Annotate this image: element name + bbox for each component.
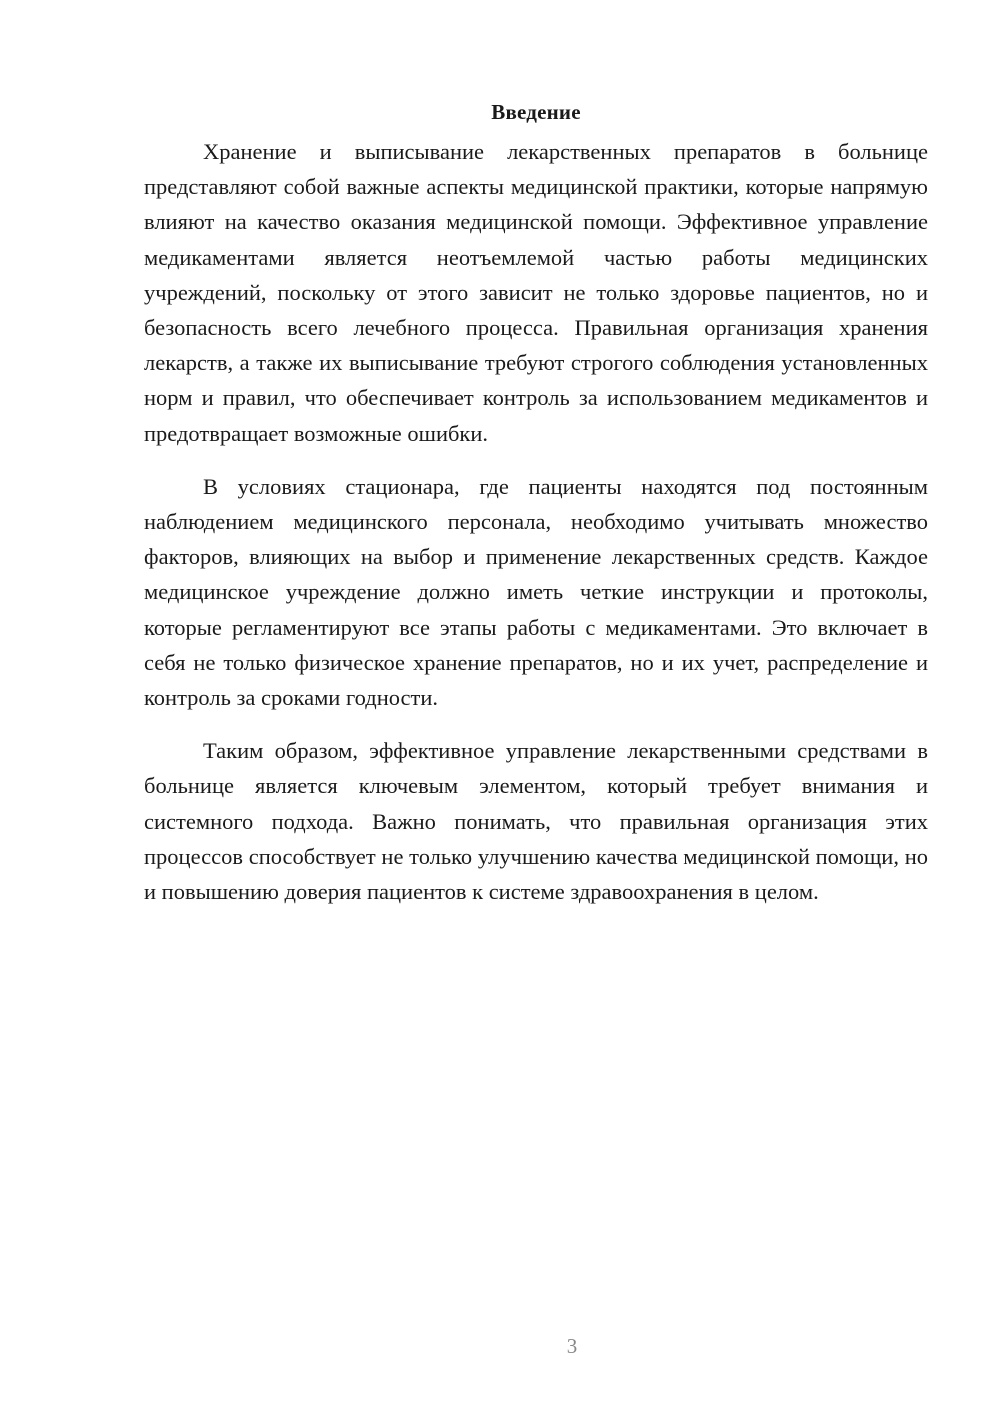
paragraph-3: Таким образом, эффективное управление лекарственными средствами в больнице является ключевым элементом, который требует внимания и системного подхода. Важно понимать, что правильная организация этих процессов способствует не только улучшению качества медицинской помощи, но и повышению доверия пациентов к системе здравоохранения в целом. <box>144 738 928 905</box>
page-content <box>144 96 928 927</box>
section-heading: Введение <box>491 100 581 124</box>
page-number: 3 <box>566 1334 578 1358</box>
paragraph-1: Хранение и выписывание лекарственных препаратов в больнице представляют собой важные аспекты медицинской практики, которые напрямую влияют на качество оказания медицинской помощи. Эффективное управление медикаментами является неотъемлемой частью работы медицинских учреждений, поскольку от этого зависит не только здоровье пациентов, но и безопасность всего лечебного процесса. Правильная организация хранения лекарств, а также их выписывание требуют строгого соблюдения установленных норм и правил, что обеспечивает контроль за использованием медикаментов и предотвращает возможные ошибки. <box>144 139 928 446</box>
paragraph-2: В условиях стационара, где пациенты находятся под постоянным наблюдением медицинского персонала, необходимо учитывать множество факторов, влияющих на выбор и применение лекарственных средств. Каждое медицинское учреждение должно иметь четкие инструкции и протоколы, которые регламентируют все этапы работы с медикаментами. Это включает в себя не только физическое хранение препаратов, но и их учет, распределение и контроль за сроками годности. <box>144 473 928 711</box>
